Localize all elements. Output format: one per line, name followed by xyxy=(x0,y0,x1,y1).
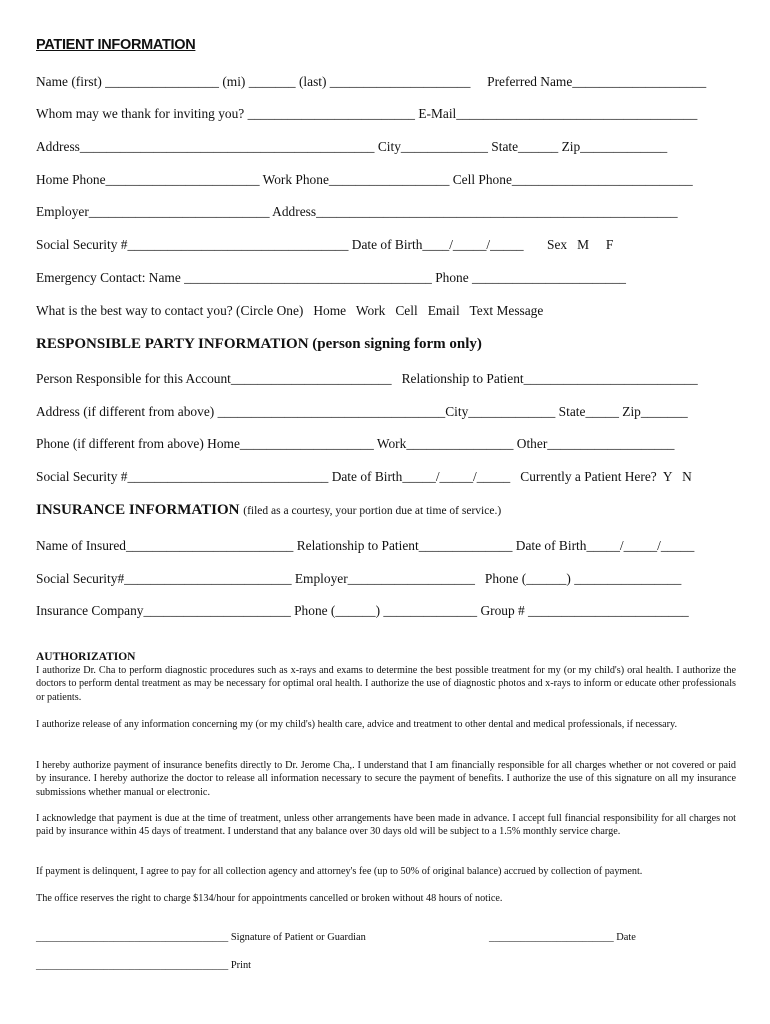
employer-line[interactable]: Employer___________________________ Address______________________________________________________ xyxy=(36,204,678,219)
authorization-paragraph: I authorize Dr. Cha to perform diagnostic procedures such as x-rays and exams to determine the best possible treatment for my (or my child's) oral health. I authorize the doctors to perform dental treatment as may be necessary for optimal oral health. I authorize the use of diagnostic photos and x-rays to inform or educate other professionals or patients. xyxy=(36,665,736,703)
financial-responsibility-paragraph: I acknowledge that payment is due at the time of treatment, unless other arrangements have been made in advance. I accept full financial responsibility for all charges not paid by insurance within 45 days of treatment. I understand that any balance over 30 days old will be subject to a 1.5% monthly service charge. xyxy=(36,813,736,838)
ssn-dob-sex-line[interactable]: Social Security #_________________________________ Date of Birth____/_____/_____ Sex M F xyxy=(36,237,614,252)
insured-name-line[interactable]: Name of Insured_________________________ Relationship to Patient______________ Date of Birth_____/_____/_____ xyxy=(36,538,695,553)
responsible-address-line[interactable]: Address (if different from above) __________________________________City_____________ State_____ Zip_______ xyxy=(36,404,688,419)
responsible-ssn-line[interactable]: Social Security #______________________________ Date of Birth_____/_____/_____ Currently a Patient Here? Y N xyxy=(36,469,692,484)
responsible-person-line[interactable]: Person Responsible for this Account________________________ Relationship to Patient__________________________ xyxy=(36,371,698,386)
insurance-heading-note: (filed as a courtesy, your portion due at time of service.) xyxy=(243,505,502,517)
responsible-phone-line[interactable]: Phone (if different from above) Home____________________ Work________________ Other___________________ xyxy=(36,436,675,451)
insurance-heading-title: INSURANCE INFORMATION xyxy=(36,502,240,518)
address-line[interactable]: Address____________________________________________ City_____________ State______ Zip_____________ xyxy=(36,139,668,154)
patient-information-heading: PATIENT INFORMATION xyxy=(36,37,196,53)
insurance-heading xyxy=(36,502,501,519)
contact-preference-line[interactable]: What is the best way to contact you? (Circle One) Home Work Cell Email Text Message xyxy=(36,303,544,318)
responsible-party-heading: RESPONSIBLE PARTY INFORMATION (person signing form only) xyxy=(36,336,482,352)
insured-ssn-line[interactable]: Social Security#_________________________ Employer___________________ Phone (______) ________________ xyxy=(36,571,682,586)
phones-line[interactable]: Home Phone_______________________ Work Phone__________________ Cell Phone___________________________ xyxy=(36,172,693,187)
referral-email-line[interactable]: Whom may we thank for inviting you? _________________________ E-Mail____________________________________ xyxy=(36,106,698,121)
insurance-company-line[interactable]: Insurance Company______________________ Phone (______) ______________ Group # ________________________ xyxy=(36,603,689,618)
cancellation-policy-paragraph: The office reserves the right to charge $134/hour for appointments cancelled or broken without 48 hours of notice. xyxy=(36,893,503,904)
delinquent-payment-paragraph: If payment is delinquent, I agree to pay for all collection agency and attorney's fee (up to 50% of original balance) accrued by collection of payment. xyxy=(36,866,643,877)
name-fields-line[interactable]: Name (first) _________________ (mi) _______ (last) _____________________ Preferred Name____________________ xyxy=(36,74,707,89)
release-paragraph: I authorize release of any information concerning my (or my child's) health care, advice and treatment to other dental and medical professionals, if necessary. xyxy=(36,719,678,730)
print-name-line[interactable]: _____________________________________ Print xyxy=(36,960,252,971)
date-line[interactable]: ________________________ Date xyxy=(489,932,636,943)
authorization-heading: AUTHORIZATION xyxy=(36,651,136,663)
insurance-payment-paragraph: I hereby authorize payment of insurance benefits directly to Dr. Jerome Cha,. I understand that I am financially responsible for all charges whether or not covered or paid by insurance. I hereby authorize the doctor to release all information necessary to secure the payment of benefits. I authorize the use of this signature on all my insurance submissions whether manual or electronic. xyxy=(36,760,736,798)
emergency-contact-line[interactable]: Emergency Contact: Name _____________________________________ Phone _______________________ xyxy=(36,270,627,285)
signature-line[interactable]: _____________________________________ Signature of Patient or Guardian xyxy=(36,932,366,943)
